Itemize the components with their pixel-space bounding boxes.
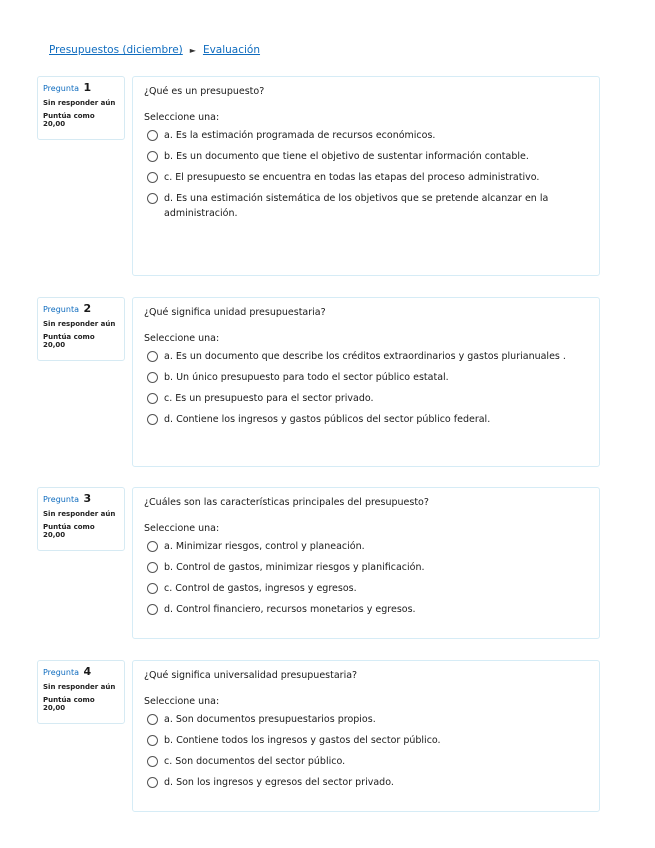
breadcrumb-separator: ► bbox=[189, 45, 196, 55]
question-grade: Puntúa como 20,00 bbox=[43, 112, 95, 128]
answer-option-c[interactable] bbox=[144, 581, 588, 596]
radio-button[interactable] bbox=[147, 583, 158, 594]
answer-prompt: Seleccione una: bbox=[144, 523, 220, 534]
answer-option-label: c. El presupuesto se encuentra en todas las etapas del proceso administrativo. bbox=[164, 172, 540, 183]
answer-prompt: Seleccione una: bbox=[144, 333, 220, 344]
answer-option-b[interactable] bbox=[144, 560, 588, 575]
question-state: Sin responder aún bbox=[43, 320, 116, 328]
answer-option-b[interactable] bbox=[144, 733, 588, 748]
answer-options bbox=[144, 349, 588, 427]
breadcrumb bbox=[49, 44, 285, 56]
answer-options bbox=[144, 128, 588, 221]
question-number: Pregunta 3 bbox=[43, 492, 92, 505]
question-number: Pregunta 1 bbox=[43, 81, 92, 94]
answer-option-label: a. Es la estimación programada de recursos económicos. bbox=[164, 130, 436, 141]
question-info bbox=[37, 660, 125, 724]
answer-option-label: d. Es una estimación sistemática de los objetivos que se pretende alcanzar en la administración. bbox=[164, 193, 549, 219]
radio-button[interactable] bbox=[147, 172, 158, 183]
question-info bbox=[37, 76, 125, 140]
answer-options bbox=[144, 712, 588, 790]
answer-prompt: Seleccione una: bbox=[144, 112, 220, 123]
answer-option-label: a. Minimizar riesgos, control y planeación. bbox=[164, 541, 365, 552]
answer-option-a[interactable] bbox=[144, 128, 588, 143]
question-state: Sin responder aún bbox=[43, 683, 116, 691]
answer-option-a[interactable] bbox=[144, 349, 588, 364]
question-number: Pregunta 4 bbox=[43, 665, 92, 678]
radio-button[interactable] bbox=[147, 393, 158, 404]
question-grade: Puntúa como 20,00 bbox=[43, 523, 95, 539]
answer-option-d[interactable] bbox=[144, 412, 588, 427]
answer-option-label: a. Es un documento que describe los créditos extraordinarios y gastos plurianuales . bbox=[164, 351, 566, 362]
question-content bbox=[132, 660, 600, 812]
answer-option-b[interactable] bbox=[144, 149, 588, 164]
question-state: Sin responder aún bbox=[43, 99, 116, 107]
question-info bbox=[37, 297, 125, 361]
question-info bbox=[37, 487, 125, 551]
answer-prompt: Seleccione una: bbox=[144, 696, 220, 707]
answer-option-a[interactable] bbox=[144, 539, 588, 554]
radio-button[interactable] bbox=[147, 604, 158, 615]
radio-button[interactable] bbox=[147, 151, 158, 162]
question-state: Sin responder aún bbox=[43, 510, 116, 518]
question-grade: Puntúa como 20,00 bbox=[43, 333, 95, 349]
radio-button[interactable] bbox=[147, 193, 158, 204]
answer-option-b[interactable] bbox=[144, 370, 588, 385]
answer-option-label: c. Control de gastos, ingresos y egresos. bbox=[164, 583, 357, 594]
answer-option-c[interactable] bbox=[144, 391, 588, 406]
radio-button[interactable] bbox=[147, 735, 158, 746]
radio-button[interactable] bbox=[147, 541, 158, 552]
question-text: ¿Cuáles son las características principales del presupuesto? bbox=[144, 497, 429, 508]
breadcrumb-course-link[interactable]: Presupuestos (diciembre) bbox=[49, 44, 183, 56]
radio-button[interactable] bbox=[147, 562, 158, 573]
answer-option-c[interactable] bbox=[144, 754, 588, 769]
radio-button[interactable] bbox=[147, 372, 158, 383]
answer-option-label: a. Son documentos presupuestarios propios. bbox=[164, 714, 376, 725]
answer-option-d[interactable] bbox=[144, 191, 588, 221]
radio-button[interactable] bbox=[147, 756, 158, 767]
answer-option-a[interactable] bbox=[144, 712, 588, 727]
question-text: ¿Qué significa universalidad presupuestaria? bbox=[144, 670, 358, 681]
question-grade: Puntúa como 20,00 bbox=[43, 696, 95, 712]
radio-button[interactable] bbox=[147, 351, 158, 362]
question-content bbox=[132, 487, 600, 639]
answer-options bbox=[144, 539, 588, 617]
radio-button[interactable] bbox=[147, 414, 158, 425]
answer-option-label: d. Control financiero, recursos monetarios y egresos. bbox=[164, 604, 416, 615]
question-content bbox=[132, 297, 600, 467]
radio-button[interactable] bbox=[147, 777, 158, 788]
answer-option-label: c. Son documentos del sector público. bbox=[164, 756, 346, 767]
answer-option-label: c. Es un presupuesto para el sector privado. bbox=[164, 393, 374, 404]
answer-option-label: d. Son los ingresos y egresos del sector privado. bbox=[164, 777, 394, 788]
question-number: Pregunta 2 bbox=[43, 302, 92, 315]
answer-option-label: b. Contiene todos los ingresos y gastos del sector público. bbox=[164, 735, 441, 746]
answer-option-label: b. Es un documento que tiene el objetivo de sustentar información contable. bbox=[164, 151, 529, 162]
radio-button[interactable] bbox=[147, 714, 158, 725]
answer-option-c[interactable] bbox=[144, 170, 588, 185]
question-text: ¿Qué es un presupuesto? bbox=[144, 86, 265, 97]
radio-button[interactable] bbox=[147, 130, 158, 141]
answer-option-label: d. Contiene los ingresos y gastos públicos del sector público federal. bbox=[164, 414, 491, 425]
breadcrumb-evaluation-link[interactable]: Evaluación bbox=[202, 44, 261, 56]
answer-option-d[interactable] bbox=[144, 602, 588, 617]
question-content bbox=[132, 76, 600, 276]
answer-option-d[interactable] bbox=[144, 775, 588, 790]
answer-option-label: b. Un único presupuesto para todo el sector público estatal. bbox=[164, 372, 449, 383]
answer-option-label: b. Control de gastos, minimizar riesgos y planificación. bbox=[164, 562, 425, 573]
question-text: ¿Qué significa unidad presupuestaria? bbox=[144, 307, 326, 318]
